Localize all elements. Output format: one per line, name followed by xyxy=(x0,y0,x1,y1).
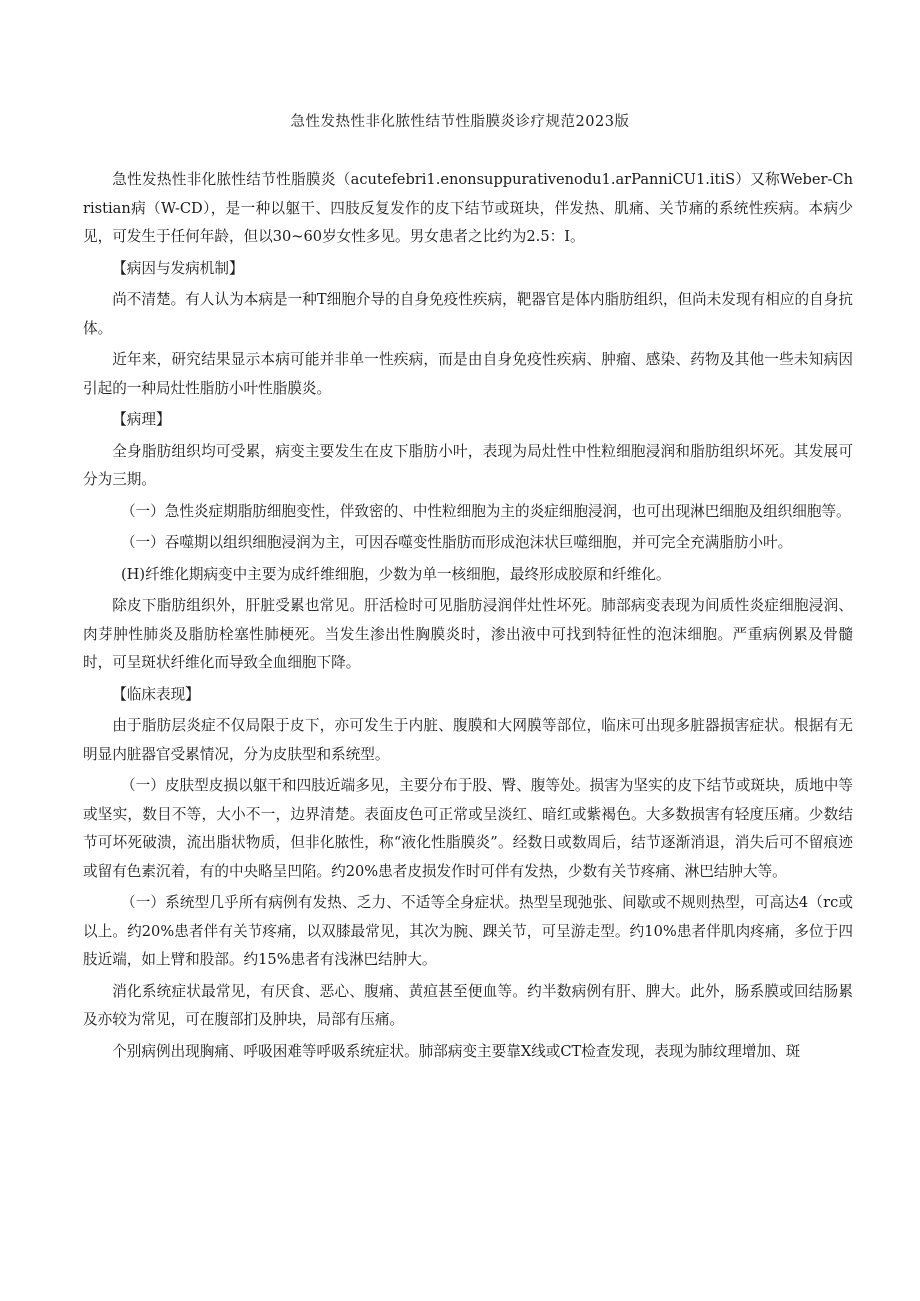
paragraph: （一）皮肤型皮损以躯干和四肢近端多见，主要分布于股、臀、腹等处。损害为坚实的皮下结节或斑块，质地中等或坚实，数目不等，大小不一，边界清楚。表面皮色可正常或呈淡红、暗红或紫褐色。大多数损害有轻度压痛。少数结节可坏死破溃，流出脂状物质，但非化脓性，称“液化性脂膜炎”。经数日或数周后，结节逐渐消退，消失后可不留痕迹或留有色素沉着，有的中央略呈凹陷。约20%患者皮损发作时可伴有发热，少数有关节疼痛、淋巴结肿大等。 xyxy=(83,777,853,880)
document-title: 急性发热性非化脓性结节性脂膜炎诊疗规范2023版 xyxy=(290,114,630,130)
paragraph: （一）系统型几乎所有病例有发热、乏力、不适等全身症状。热型呈现弛张、间歇或不规则热型，可高达4（rc或以上。约20%患者伴有关节疼痛，以双膝最常见，其次为腕、踝关节，可呈游走型。约10%患者伴肌肉疼痛，多位于四肢近端，如上臂和股部。约15%患者有浅淋巴结肿大。 xyxy=(83,894,853,968)
paragraph: 全身脂肪组织均可受累，病变主要发生在皮下脂肪小叶，表现为局灶性中性粒细胞浸润和脂肪组织坏死。其发展可分为三期。 xyxy=(83,442,853,488)
paragraph: 近年来，研究结果显示本病可能并非单一性疾病，而是由自身免疫性疾病、肿瘤、感染、药物及其他一些未知病因引起的一种局灶性脂肪小叶性脂膜炎。 xyxy=(83,351,853,397)
paragraph: 除皮下脂肪组织外，肝脏受累也常见。肝活检时可见脂肪浸润伴灶性坏死。肺部病变表现为间质性炎症细胞浸润、肉芽肿性肺炎及脂肪栓塞性肺梗死。当发生渗出性胸膜炎时，渗出液中可找到特征性的泡沫细胞。严重病例累及骨髓时，可呈斑状纤维化而导致全血细胞下降。 xyxy=(83,597,853,671)
section-heading-pathology: 【病理】 xyxy=(112,411,171,428)
paragraph: （一）急性炎症期脂肪细胞变性，伴致密的、中性粒细胞为主的炎症细胞浸润，也可出现淋巴细胞及组织细胞等。 xyxy=(120,502,851,520)
paragraph: 由于脂肪层炎症不仅局限于皮下，亦可发生于内脏、腹膜和大网膜等部位，临床可出现多脏器损害症状。根据有无明显内脏器官受累情况，分为皮肤型和系统型。 xyxy=(83,717,853,763)
paragraph: 个别病例出现胸痛、呼吸困难等呼吸系统症状。肺部病变主要靠X线或CT检查发现，表现为肺纹理增加、斑 xyxy=(112,1042,801,1060)
document-body xyxy=(83,166,853,1066)
paragraph: (H)纤维化期病变中主要为成纤维细胞，少数为单一核细胞，最终形成胶原和纤维化。 xyxy=(120,565,671,583)
section-heading-etiology: 【病因与发病机制】 xyxy=(112,259,244,277)
paragraph: （一）吞噬期以组织细胞浸润为主，可因吞噬变性脂肪而形成泡沫状巨噬细胞，并可完全充满脂肪小叶。 xyxy=(120,534,793,551)
paragraph: 尚不清楚。有人认为本病是一种T细胞介导的自身免疫性疾病，靶器官是体内脂肪组织，但尚未发现有相应的自身抗体。 xyxy=(83,291,853,337)
section-heading-clinical: 【临床表现】 xyxy=(112,685,200,703)
paragraph: 消化系统症状最常见，有厌食、恶心、腹痛、黄疸甚至便血等。约半数病例有肝、脾大。此外，肠系膜或回结肠累及亦较为常见，可在腹部扪及肿块，局部有压痛。 xyxy=(83,982,853,1028)
intro-paragraph: 急性发热性非化脓性结节性脂膜炎（acutefebri1.enonsuppurativenodu1.arPanniCU1.itiS）又称Weber-Christian病（W-CD），是一种以躯干、四肢反复发作的皮下结节或斑块，伴发热、肌痛、关节痛的系统性疾病。本病少见，可发生于任何年龄，但以30~60岁女性多见。男女患者之比约为2.5：I。 xyxy=(83,171,853,245)
